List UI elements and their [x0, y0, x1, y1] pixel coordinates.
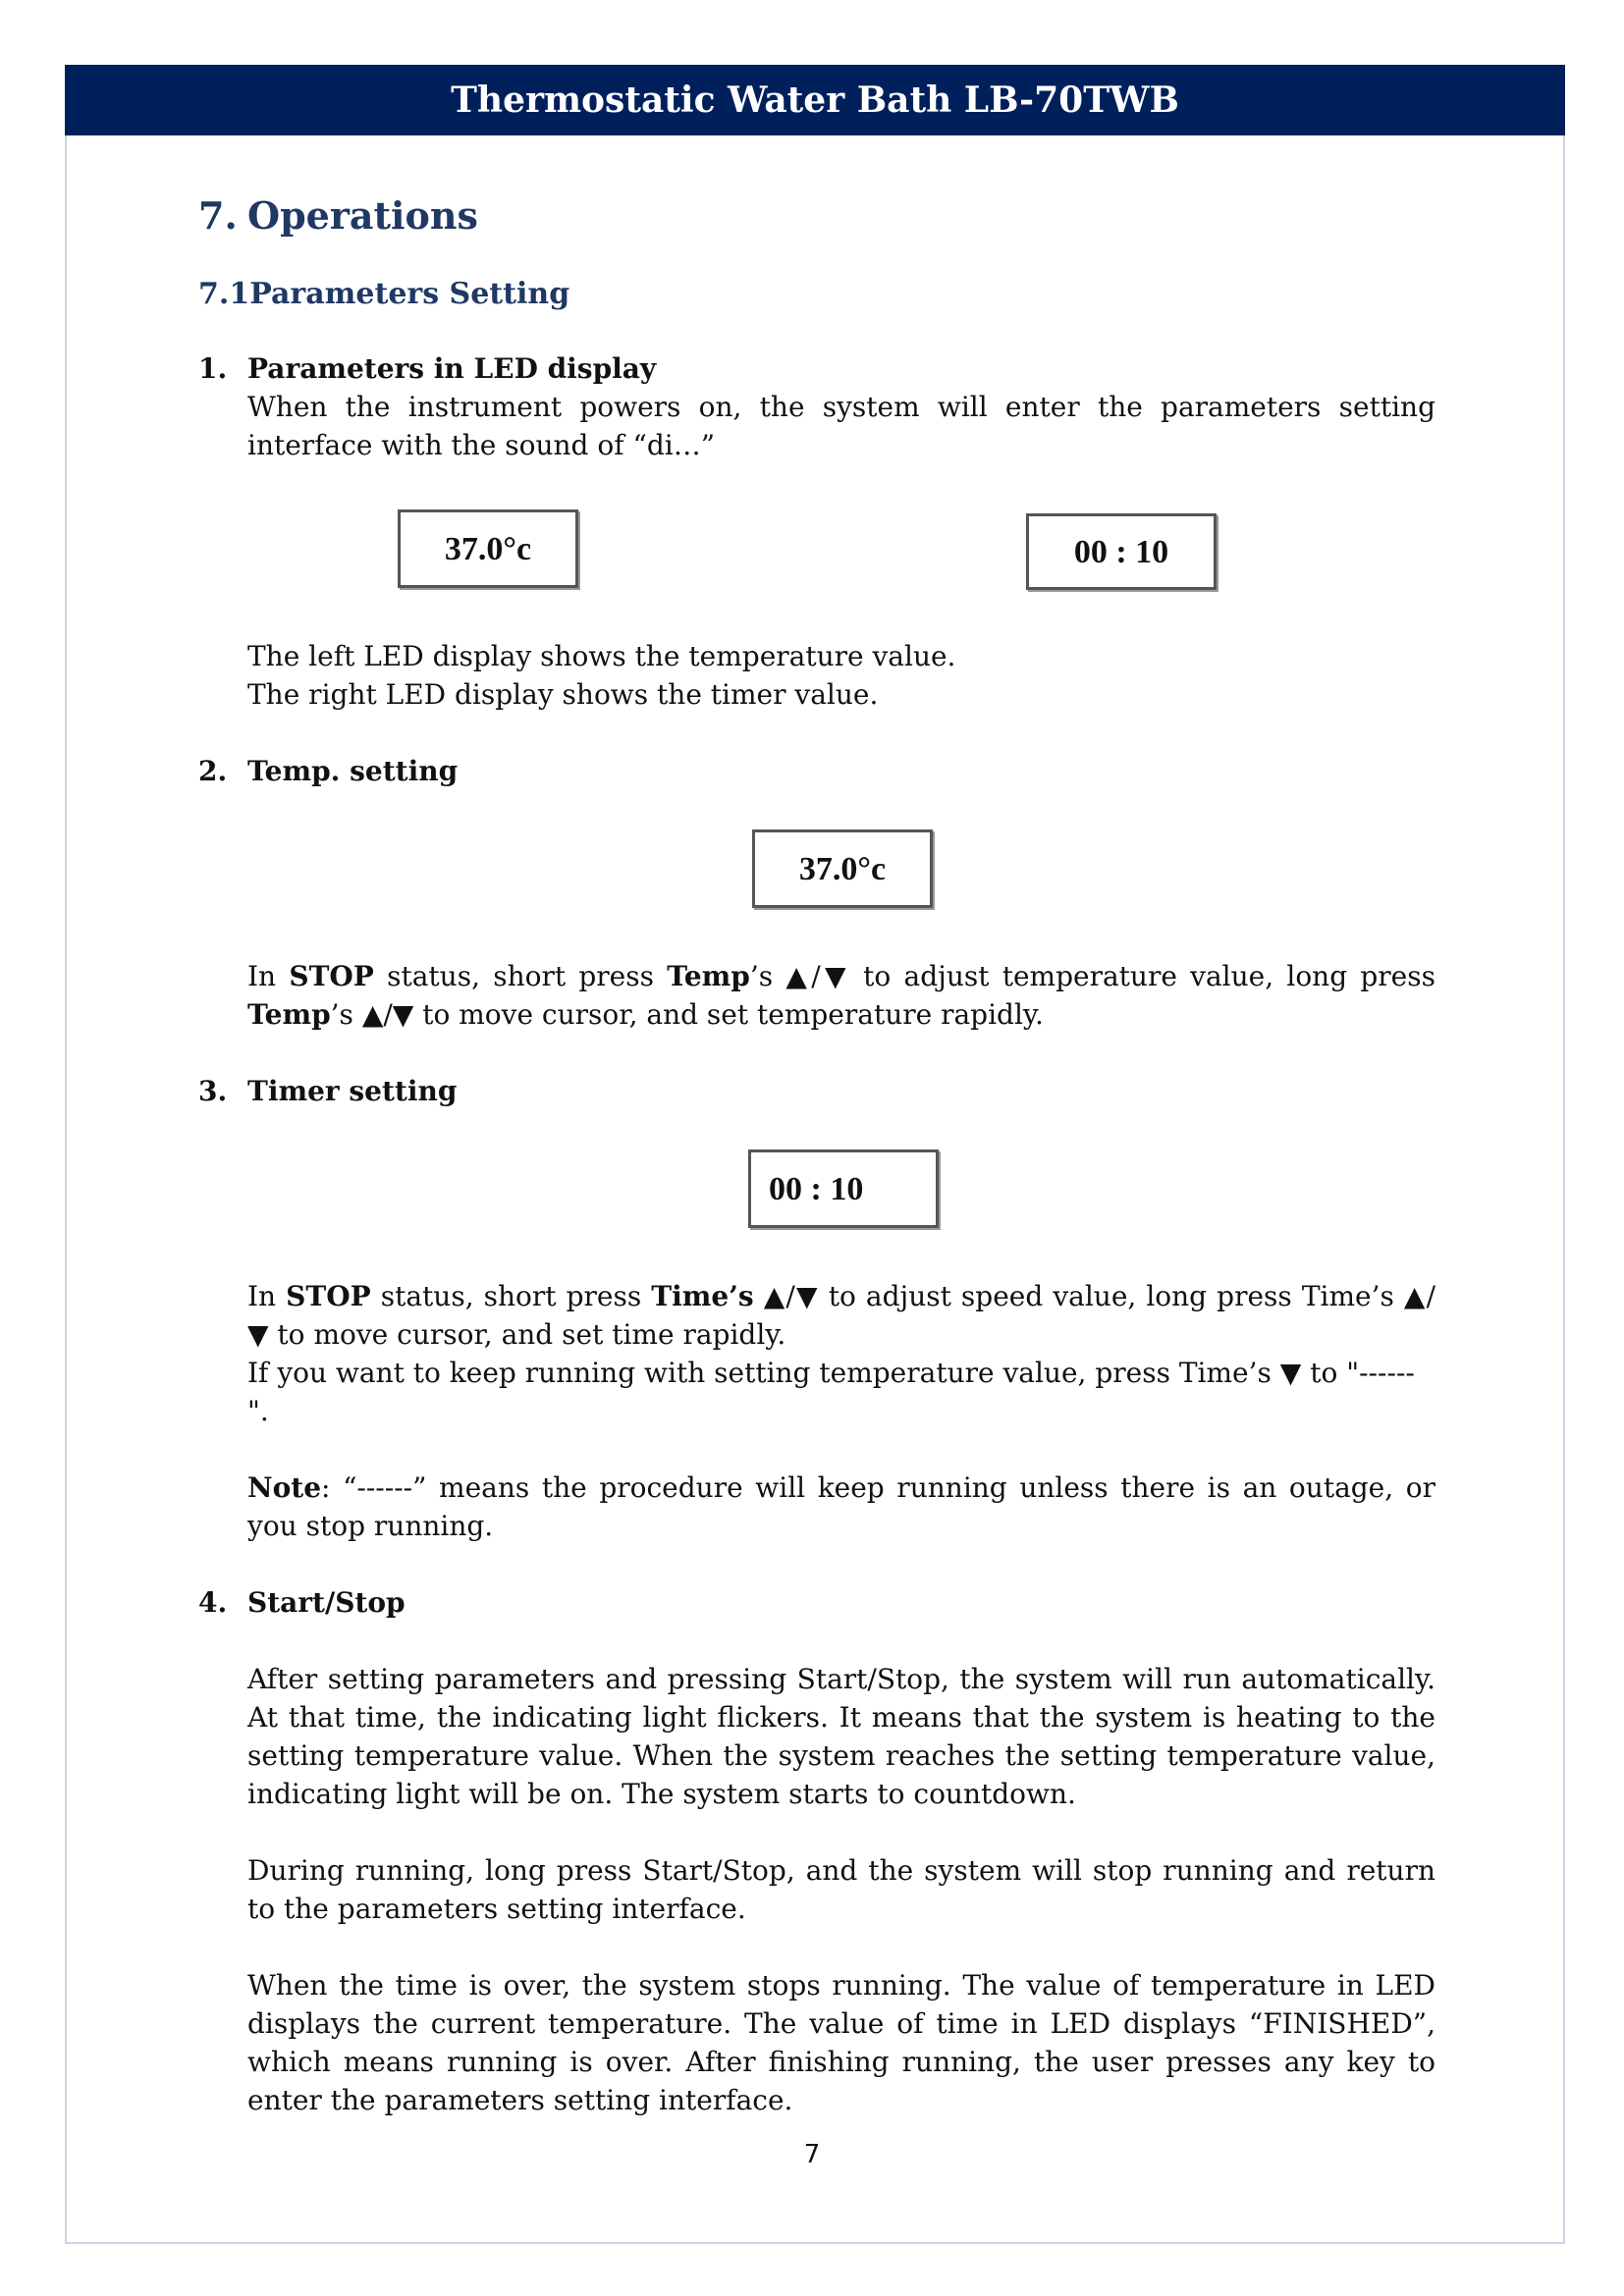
led-display-row: [198, 829, 1435, 908]
page-number: 7: [803, 2140, 821, 2169]
section-heading: [198, 187, 1435, 245]
item-1-intro: When the instrument powers on, the system will enter the parameters setting interface with the sound of “di…”: [247, 391, 1435, 461]
item-number: 2.: [198, 755, 228, 787]
page-header: Thermostatic Water Bath LB-70TWB: [65, 65, 1565, 135]
section-number: 7.: [198, 193, 238, 238]
item-title: Start/Stop: [247, 1586, 406, 1619]
temperature-led-display: 37.0°c: [398, 509, 578, 588]
item-title: Parameters in LED display: [247, 352, 657, 385]
item-number: 4.: [198, 1586, 228, 1619]
item-3-line-2: If you want to keep running with setting temperature value, press Time’s ▼ to "------".: [247, 1357, 1415, 1427]
page-content: [198, 187, 1435, 2119]
section-title: Operations: [247, 193, 478, 238]
timer-led-display: 00 : 10: [1026, 513, 1217, 590]
item-heading-1: [198, 349, 1435, 388]
subsection-heading: [198, 275, 1435, 314]
item-4-paragraph-3: When the time is over, the system stops running. The value of temperature in LED displays the current temperature. The value of time in LED displays “FINISHED”, which means running is over. After finishing running, the user presses any key to enter the parameters setting interface.: [247, 1969, 1435, 2116]
timer-led-display: 00 : 10: [748, 1149, 939, 1228]
item-4-paragraph-1: After setting parameters and pressing Start/Stop, the system will run automatically. At that time, the indicating light flickers. It means that the system is heating to the setting temperature value. When the system reaches the setting temperature value, indicating light will be on. The system starts to countdown.: [247, 1663, 1435, 1810]
item-title: Temp. setting: [247, 755, 459, 787]
item-2-paragraph: In STOP status, short press Temp’s ▲/▼ to adjust temperature value, long press Temp’s ▲/▼ to move cursor, and set temperature rapidly.: [247, 960, 1435, 1031]
item-4-paragraph-2: During running, long press Start/Stop, and the system will stop running and return to the parameters setting interface.: [247, 1854, 1435, 1925]
item-1-line-1: The left LED display shows the temperature value.: [247, 640, 956, 672]
item-1-line-2: The right LED display shows the timer value.: [247, 678, 879, 711]
temperature-led-display: 37.0°c: [752, 829, 933, 908]
led-display-row: [198, 1149, 1435, 1228]
led-display-row: [198, 509, 1435, 588]
subsection-number: 7.1: [198, 277, 250, 311]
item-title: Timer setting: [247, 1075, 458, 1107]
item-heading-2: [198, 752, 1435, 790]
item-heading-3: [198, 1072, 1435, 1110]
item-heading-4: [198, 1583, 1435, 1622]
item-number: 1.: [198, 352, 228, 385]
item-number: 3.: [198, 1075, 228, 1107]
item-3-note: Note: “------” means the procedure will keep running unless there is an outage, or you stop running.: [247, 1471, 1435, 1542]
item-3-paragraph: In STOP status, short press Time’s ▲/▼ to adjust speed value, long press Time’s ▲/▼ to move cursor, and set time rapidly.: [247, 1280, 1436, 1351]
subsection-title: Parameters Setting: [249, 277, 570, 311]
